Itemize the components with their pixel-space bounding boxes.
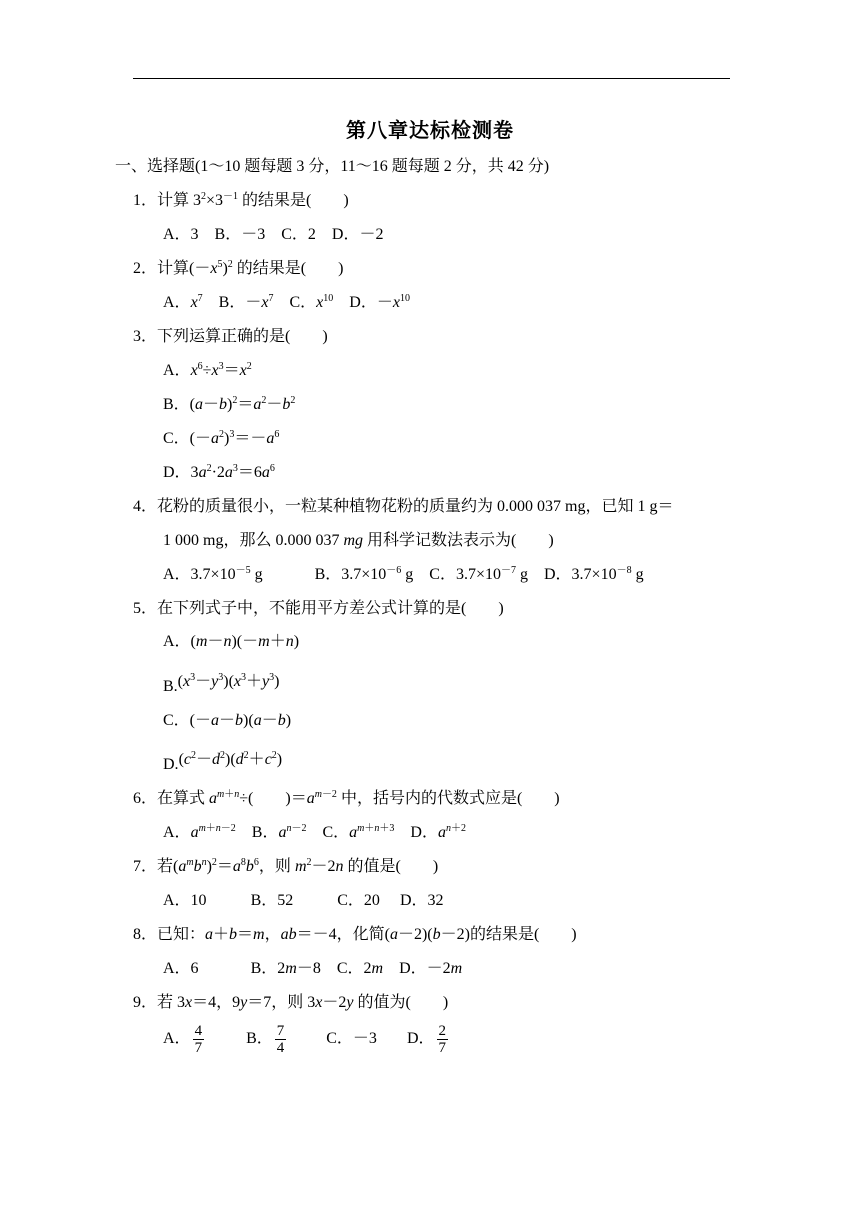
question-1-options: A．3 B．－3 C．2 D．－2 xyxy=(163,226,384,243)
header-rule xyxy=(133,78,730,79)
question-3-option-a: A．$x^6\div x^3=x^2$ xyxy=(163,361,252,379)
question-4-continued: 1 000 mg，那么 0.000 037 mg 用科学记数法表示为( ) xyxy=(163,532,554,549)
question-8: 8．已知：a＋b＝m，ab＝－4，化简(a－2)(b－2)的结果是( ) xyxy=(133,926,577,943)
question-7: 7．若$(a^mb^n)^2=a^8b^6$，则 $m^2-2n$ 的值是( ) xyxy=(133,857,439,875)
fraction-4-7: $\frac{4}{7}$ xyxy=(194,1022,203,1056)
question-3-option-d: D．$3a^2\cdot 2a^3=6a^6$ xyxy=(163,463,275,481)
page-title: 第八章达标检测卷 xyxy=(346,118,514,142)
question-3: 3．下列运算正确的是( ) xyxy=(133,328,328,345)
question-7-options: A．10 B．52 C．20 D．32 xyxy=(163,892,444,909)
question-6-options: A．$a^{m+n-2}$ B．$a^{n-2}$ C．$a^{m+n+3}$ D．$a^{n+2}$ xyxy=(163,823,466,841)
question-3-option-c: C．$(-a^2)^3=-a^6$ xyxy=(163,429,280,447)
question-5-option-b: $B.(x^3-y^3)(x^3+y^3)$ xyxy=(163,672,280,695)
fraction-2-7: $\frac{2}{7}$ xyxy=(438,1022,446,1056)
question-3-option-b: B．$(a-b)^2=a^2-b^2$ xyxy=(163,395,296,413)
question-6: 6．在算式 $a^{m+n}\div$( )$=a^{m-2}$ 中，括号内的代数式应是( ) xyxy=(133,789,560,807)
question-9: 9．若 3x＝4，9y＝7，则 3x－2y 的值为( ) xyxy=(133,994,449,1011)
question-5-option-a: A．(m－n)(－m＋n) xyxy=(163,633,300,650)
question-9-options: A． $\frac{4}{7}$ B． $\frac{7}{4}$ C．－3 D． $\frac{2}{7}$ xyxy=(163,1022,446,1056)
question-4-options: A．$3.7\times 10^{-5}$ g B．$3.7\times 10^{-6}$ g C．$3.7\times 10^{-7}$ g D．$3.7\times 10^{-8}$ g xyxy=(163,565,644,583)
question-4: 4．花粉的质量很小，一粒某种植物花粉的质量约为 0.000 037 mg，已知 1 g＝ xyxy=(133,498,674,515)
question-5-option-d: $D.(c^2-d^2)(d^2+c^2)$ xyxy=(163,750,283,773)
question-2: 2．计算$(-x^5)^2$ 的结果是( ) xyxy=(133,259,344,277)
question-5-option-c: C．(－a－b)(a－b) xyxy=(163,712,292,729)
question-5: 5．在下列式子中，不能用平方差公式计算的是( ) xyxy=(133,600,504,617)
question-8-options: A．6 B．2m－8 C．2m D．－2m xyxy=(163,960,463,977)
section-heading: 一、选择题(1～10 题每题 3 分，11～16 题每题 2 分，共 42 分) xyxy=(115,158,550,175)
question-2-options: A．$x^7$ B．$-x^7$ C．$x^{10}$ D．$-x^{10}$ xyxy=(163,293,410,311)
fraction-7-4: $\frac{7}{4}$ xyxy=(276,1022,285,1056)
question-1: 1．计算 $3^2\times 3^{-1}$ 的结果是( ) xyxy=(133,191,349,209)
